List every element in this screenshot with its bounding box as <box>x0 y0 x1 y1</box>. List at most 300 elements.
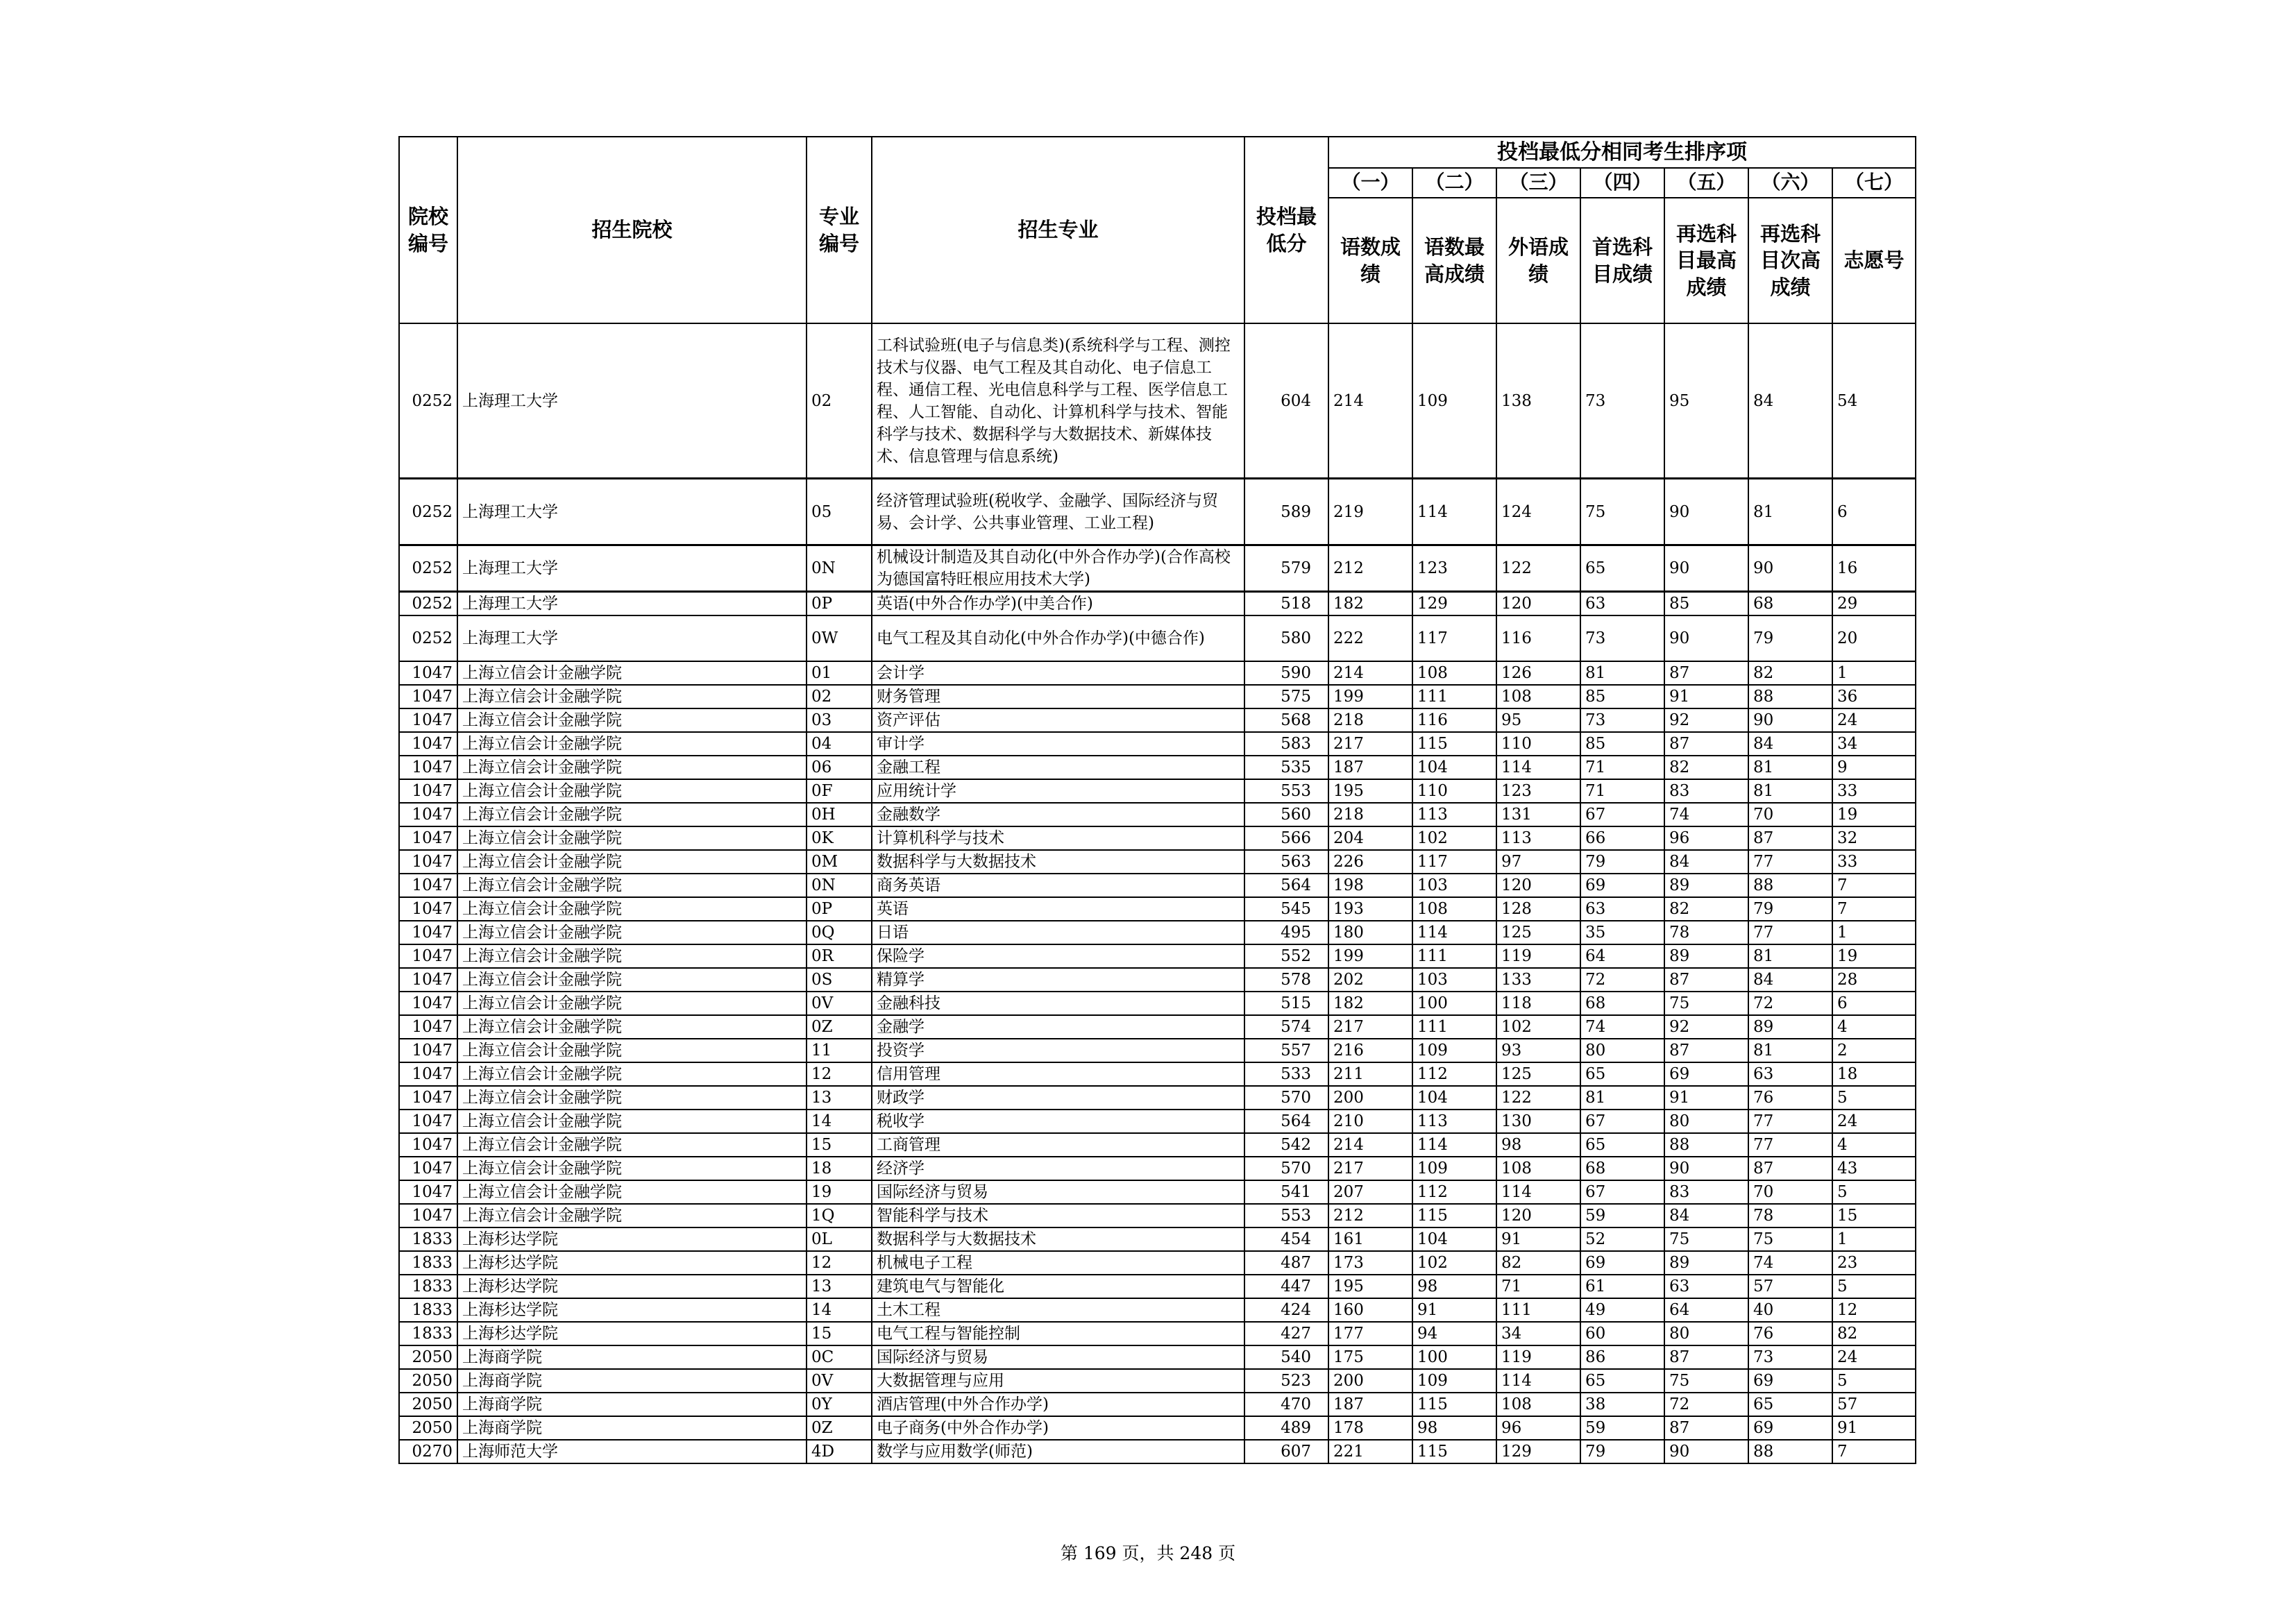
tiebreak-7-cell: 5 <box>1832 1369 1916 1393</box>
tiebreak-1-cell: 216 <box>1328 1039 1412 1062</box>
tiebreak-6-cell: 57 <box>1748 1275 1832 1298</box>
tiebreak-4-cell: 63 <box>1580 592 1664 616</box>
tiebreak-1-cell: 187 <box>1328 756 1412 779</box>
table-row <box>399 1440 1916 1463</box>
tiebreak-1-cell: 182 <box>1328 592 1412 616</box>
major-name-cell: 金融工程 <box>872 756 1244 779</box>
school-code-cell: 1047 <box>399 944 457 968</box>
tiebreak-6-cell: 81 <box>1748 1039 1832 1062</box>
tiebreak-5-cell: 83 <box>1664 779 1748 803</box>
min-score-cell: 515 <box>1244 992 1328 1015</box>
table-row <box>399 779 1916 803</box>
min-score-cell: 575 <box>1244 685 1328 708</box>
tiebreak-7-cell: 36 <box>1832 685 1916 708</box>
header-tiebreak-title: 投档最低分相同考生排序项 <box>1328 137 1916 168</box>
tiebreak-1-cell: 212 <box>1328 545 1412 592</box>
tiebreak-5-cell: 63 <box>1664 1275 1748 1298</box>
tiebreak-4-cell: 38 <box>1580 1393 1664 1416</box>
tiebreak-6-cell: 69 <box>1748 1416 1832 1440</box>
major-code-cell: 0V <box>807 1369 872 1393</box>
school-code-cell: 1047 <box>399 992 457 1015</box>
tiebreak-2-cell: 109 <box>1412 323 1496 479</box>
tiebreak-3-cell: 114 <box>1496 1180 1580 1204</box>
school-code-cell: 1047 <box>399 826 457 850</box>
tiebreak-2-cell: 109 <box>1412 1157 1496 1180</box>
school-code-cell: 1047 <box>399 1180 457 1204</box>
table-row <box>399 1133 1916 1157</box>
min-score-cell: 542 <box>1244 1133 1328 1157</box>
tiebreak-3-cell: 108 <box>1496 685 1580 708</box>
tiebreak-2-cell: 115 <box>1412 1393 1496 1416</box>
tiebreak-5-cell: 95 <box>1664 323 1748 479</box>
tiebreak-4-cell: 65 <box>1580 1062 1664 1086</box>
tiebreak-6-cell: 74 <box>1748 1251 1832 1275</box>
major-code-cell: 01 <box>807 661 872 685</box>
tiebreak-7-cell: 6 <box>1832 992 1916 1015</box>
major-code-cell: 05 <box>807 479 872 545</box>
major-code-cell: 0Z <box>807 1015 872 1039</box>
tiebreak-5-cell: 90 <box>1664 479 1748 545</box>
tiebreak-3-cell: 96 <box>1496 1416 1580 1440</box>
tiebreak-5-cell: 80 <box>1664 1322 1748 1345</box>
table-row <box>399 323 1916 479</box>
tiebreak-5-cell: 90 <box>1664 545 1748 592</box>
tiebreak-3-cell: 91 <box>1496 1227 1580 1251</box>
table-row <box>399 992 1916 1015</box>
tiebreak-4-cell: 86 <box>1580 1345 1664 1369</box>
tiebreak-2-cell: 104 <box>1412 756 1496 779</box>
major-name-cell: 资产评估 <box>872 708 1244 732</box>
tiebreak-3-cell: 119 <box>1496 944 1580 968</box>
tiebreak-1-cell: 161 <box>1328 1227 1412 1251</box>
tiebreak-5-cell: 75 <box>1664 1369 1748 1393</box>
tiebreak-4-cell: 81 <box>1580 1086 1664 1110</box>
school-name-cell: 上海立信会计金融学院 <box>457 992 807 1015</box>
major-name-cell: 土木工程 <box>872 1298 1244 1322</box>
major-code-cell: 1Q <box>807 1204 872 1227</box>
school-code-cell: 1833 <box>399 1298 457 1322</box>
major-code-cell: 13 <box>807 1275 872 1298</box>
tiebreak-3-cell: 123 <box>1496 779 1580 803</box>
tiebreak-2-cell: 111 <box>1412 944 1496 968</box>
major-code-cell: 11 <box>807 1039 872 1062</box>
tiebreak-1-cell: 195 <box>1328 779 1412 803</box>
table-row <box>399 545 1916 592</box>
min-score-cell: 590 <box>1244 661 1328 685</box>
table-row <box>399 1157 1916 1180</box>
table-row <box>399 732 1916 756</box>
min-score-cell: 541 <box>1244 1180 1328 1204</box>
table-row <box>399 1015 1916 1039</box>
major-code-cell: 0F <box>807 779 872 803</box>
school-name-cell: 上海立信会计金融学院 <box>457 1180 807 1204</box>
min-score-cell: 563 <box>1244 850 1328 874</box>
table-row <box>399 685 1916 708</box>
tiebreak-2-cell: 114 <box>1412 921 1496 944</box>
min-score-cell: 424 <box>1244 1298 1328 1322</box>
major-name-cell: 商务英语 <box>872 874 1244 897</box>
tiebreak-4-cell: 60 <box>1580 1322 1664 1345</box>
school-name-cell: 上海立信会计金融学院 <box>457 685 807 708</box>
school-name-cell: 上海立信会计金融学院 <box>457 850 807 874</box>
tiebreak-2-cell: 117 <box>1412 615 1496 661</box>
tiebreak-3-cell: 119 <box>1496 1345 1580 1369</box>
tiebreak-2-cell: 108 <box>1412 661 1496 685</box>
tiebreak-6-cell: 88 <box>1748 685 1832 708</box>
tiebreak-5-cell: 75 <box>1664 1227 1748 1251</box>
major-name-cell: 数据科学与大数据技术 <box>872 850 1244 874</box>
tiebreak-2-cell: 123 <box>1412 545 1496 592</box>
school-code-cell: 1047 <box>399 779 457 803</box>
major-code-cell: 4D <box>807 1440 872 1463</box>
tiebreak-6-cell: 68 <box>1748 592 1832 616</box>
school-code-cell: 0252 <box>399 479 457 545</box>
school-name-cell: 上海商学院 <box>457 1393 807 1416</box>
table-row <box>399 1322 1916 1345</box>
tiebreak-5-cell: 82 <box>1664 897 1748 921</box>
tiebreak-7-cell: 5 <box>1832 1180 1916 1204</box>
tiebreak-2-cell: 109 <box>1412 1369 1496 1393</box>
admission-table <box>398 136 1916 1464</box>
tiebreak-1-cell: 217 <box>1328 1157 1412 1180</box>
tiebreak-1-cell: 217 <box>1328 732 1412 756</box>
tiebreak-6-cell: 89 <box>1748 1015 1832 1039</box>
school-code-cell: 2050 <box>399 1345 457 1369</box>
table-row <box>399 968 1916 992</box>
tiebreak-3-cell: 108 <box>1496 1157 1580 1180</box>
tiebreak-7-cell: 1 <box>1832 661 1916 685</box>
table-row <box>399 1275 1916 1298</box>
tiebreak-3-cell: 129 <box>1496 1440 1580 1463</box>
school-code-cell: 0252 <box>399 615 457 661</box>
min-score-cell: 607 <box>1244 1440 1328 1463</box>
min-score-cell: 589 <box>1244 479 1328 545</box>
major-code-cell: 0N <box>807 874 872 897</box>
tiebreak-1-cell: 199 <box>1328 944 1412 968</box>
tiebreak-3-cell: 102 <box>1496 1015 1580 1039</box>
major-code-cell: 12 <box>807 1251 872 1275</box>
tiebreak-4-cell: 61 <box>1580 1275 1664 1298</box>
tiebreak-6-cell: 73 <box>1748 1345 1832 1369</box>
tiebreak-5-cell: 75 <box>1664 992 1748 1015</box>
tiebreak-3-cell: 128 <box>1496 897 1580 921</box>
table-row <box>399 1393 1916 1416</box>
tiebreak-6-cell: 72 <box>1748 992 1832 1015</box>
min-score-cell: 583 <box>1244 732 1328 756</box>
tiebreak-1-cell: 211 <box>1328 1062 1412 1086</box>
school-code-cell: 0252 <box>399 545 457 592</box>
tiebreak-2-cell: 115 <box>1412 1440 1496 1463</box>
tiebreak-1-cell: 200 <box>1328 1086 1412 1110</box>
header-min-score: 投档最低分 <box>1244 137 1328 323</box>
school-name-cell: 上海理工大学 <box>457 323 807 479</box>
tiebreak-7-cell: 54 <box>1832 323 1916 479</box>
major-name-cell: 电气工程及其自动化(中外合作办学)(中德合作) <box>872 615 1244 661</box>
tiebreak-2-cell: 115 <box>1412 732 1496 756</box>
tiebreak-5-cell: 89 <box>1664 1251 1748 1275</box>
min-score-cell: 427 <box>1244 1322 1328 1345</box>
school-code-cell: 1833 <box>399 1227 457 1251</box>
min-score-cell: 579 <box>1244 545 1328 592</box>
school-name-cell: 上海理工大学 <box>457 545 807 592</box>
tiebreak-7-cell: 4 <box>1832 1133 1916 1157</box>
tiebreak-2-cell: 110 <box>1412 779 1496 803</box>
tiebreak-6-cell: 77 <box>1748 1110 1832 1133</box>
table-row <box>399 1180 1916 1204</box>
tiebreak-6-cell: 65 <box>1748 1393 1832 1416</box>
tiebreak-5-cell: 91 <box>1664 1086 1748 1110</box>
tiebreak-7-cell: 7 <box>1832 1440 1916 1463</box>
min-score-cell: 553 <box>1244 779 1328 803</box>
min-score-cell: 454 <box>1244 1227 1328 1251</box>
school-name-cell: 上海立信会计金融学院 <box>457 708 807 732</box>
min-score-cell: 580 <box>1244 615 1328 661</box>
table-row <box>399 1345 1916 1369</box>
school-code-cell: 1047 <box>399 1204 457 1227</box>
school-name-cell: 上海立信会计金融学院 <box>457 897 807 921</box>
tiebreak-4-cell: 67 <box>1580 1110 1664 1133</box>
major-name-cell: 机械设计制造及其自动化(中外合作办学)(合作高校为德国富特旺根应用技术大学) <box>872 545 1244 592</box>
tiebreak-2-cell: 98 <box>1412 1275 1496 1298</box>
min-score-cell: 540 <box>1244 1345 1328 1369</box>
school-code-cell: 1047 <box>399 803 457 826</box>
school-code-cell: 1047 <box>399 661 457 685</box>
tiebreak-3-cell: 98 <box>1496 1133 1580 1157</box>
school-code-cell: 2050 <box>399 1369 457 1393</box>
tiebreak-6-cell: 77 <box>1748 1133 1832 1157</box>
school-name-cell: 上海商学院 <box>457 1416 807 1440</box>
tiebreak-7-cell: 91 <box>1832 1416 1916 1440</box>
tiebreak-3-cell: 130 <box>1496 1110 1580 1133</box>
school-name-cell: 上海理工大学 <box>457 592 807 616</box>
tiebreak-7-cell: 4 <box>1832 1015 1916 1039</box>
tiebreak-4-cell: 85 <box>1580 685 1664 708</box>
tiebreak-6-cell: 81 <box>1748 779 1832 803</box>
table-row <box>399 944 1916 968</box>
tiebreak-1-cell: 173 <box>1328 1251 1412 1275</box>
school-name-cell: 上海杉达学院 <box>457 1227 807 1251</box>
table-row <box>399 1251 1916 1275</box>
tiebreak-6-cell: 79 <box>1748 897 1832 921</box>
tiebreak-1-cell: 195 <box>1328 1275 1412 1298</box>
min-score-cell: 552 <box>1244 944 1328 968</box>
tiebreak-1-cell: 218 <box>1328 708 1412 732</box>
tiebreak-7-cell: 29 <box>1832 592 1916 616</box>
header-major-code: 专业编号 <box>807 137 872 323</box>
tiebreak-6-cell: 88 <box>1748 1440 1832 1463</box>
tiebreak-2-cell: 116 <box>1412 708 1496 732</box>
tiebreak-3-cell: 120 <box>1496 592 1580 616</box>
tiebreak-3-cell: 131 <box>1496 803 1580 826</box>
school-code-cell: 0270 <box>399 1440 457 1463</box>
tiebreak-1-cell: 214 <box>1328 1133 1412 1157</box>
tiebreak-6-cell: 84 <box>1748 732 1832 756</box>
tiebreak-5-cell: 69 <box>1664 1062 1748 1086</box>
major-name-cell: 信用管理 <box>872 1062 1244 1086</box>
tiebreak-2-cell: 102 <box>1412 1251 1496 1275</box>
major-name-cell: 投资学 <box>872 1039 1244 1062</box>
min-score-cell: 568 <box>1244 708 1328 732</box>
major-name-cell: 应用统计学 <box>872 779 1244 803</box>
tiebreak-3-cell: 133 <box>1496 968 1580 992</box>
tiebreak-5-cell: 84 <box>1664 850 1748 874</box>
header-tiebreak-label: 语数最高成绩 <box>1412 198 1496 323</box>
major-code-cell: 02 <box>807 323 872 479</box>
tiebreak-5-cell: 87 <box>1664 1345 1748 1369</box>
min-score-cell: 564 <box>1244 1110 1328 1133</box>
tiebreak-6-cell: 79 <box>1748 615 1832 661</box>
min-score-cell: 489 <box>1244 1416 1328 1440</box>
tiebreak-6-cell: 77 <box>1748 921 1832 944</box>
major-code-cell: 0V <box>807 992 872 1015</box>
tiebreak-1-cell: 175 <box>1328 1345 1412 1369</box>
tiebreak-5-cell: 90 <box>1664 615 1748 661</box>
tiebreak-5-cell: 87 <box>1664 1416 1748 1440</box>
tiebreak-5-cell: 80 <box>1664 1110 1748 1133</box>
major-code-cell: 0Q <box>807 921 872 944</box>
tiebreak-2-cell: 100 <box>1412 1345 1496 1369</box>
table-row <box>399 479 1916 545</box>
table-row <box>399 1110 1916 1133</box>
major-code-cell: 14 <box>807 1110 872 1133</box>
tiebreak-5-cell: 91 <box>1664 685 1748 708</box>
major-name-cell: 经济管理试验班(税收学、金融学、国际经济与贸易、会计学、公共事业管理、工业工程) <box>872 479 1244 545</box>
tiebreak-3-cell: 122 <box>1496 1086 1580 1110</box>
tiebreak-1-cell: 202 <box>1328 968 1412 992</box>
tiebreak-4-cell: 49 <box>1580 1298 1664 1322</box>
school-name-cell: 上海立信会计金融学院 <box>457 1157 807 1180</box>
tiebreak-1-cell: 160 <box>1328 1298 1412 1322</box>
major-name-cell: 建筑电气与智能化 <box>872 1275 1244 1298</box>
tiebreak-7-cell: 23 <box>1832 1251 1916 1275</box>
major-code-cell: 15 <box>807 1133 872 1157</box>
tiebreak-1-cell: 187 <box>1328 1393 1412 1416</box>
tiebreak-6-cell: 82 <box>1748 661 1832 685</box>
tiebreak-3-cell: 71 <box>1496 1275 1580 1298</box>
table-row <box>399 1039 1916 1062</box>
school-code-cell: 1047 <box>399 685 457 708</box>
tiebreak-1-cell: 177 <box>1328 1322 1412 1345</box>
tiebreak-7-cell: 6 <box>1832 479 1916 545</box>
tiebreak-1-cell: 217 <box>1328 1015 1412 1039</box>
major-code-cell: 18 <box>807 1157 872 1180</box>
table-row <box>399 708 1916 732</box>
school-code-cell: 0252 <box>399 323 457 479</box>
tiebreak-7-cell: 32 <box>1832 826 1916 850</box>
tiebreak-7-cell: 7 <box>1832 874 1916 897</box>
tiebreak-5-cell: 90 <box>1664 1440 1748 1463</box>
table-row <box>399 803 1916 826</box>
major-name-cell: 数据科学与大数据技术 <box>872 1227 1244 1251</box>
tiebreak-2-cell: 113 <box>1412 803 1496 826</box>
tiebreak-6-cell: 40 <box>1748 1298 1832 1322</box>
min-score-cell: 553 <box>1244 1204 1328 1227</box>
tiebreak-5-cell: 74 <box>1664 803 1748 826</box>
tiebreak-1-cell: 218 <box>1328 803 1412 826</box>
tiebreak-1-cell: 204 <box>1328 826 1412 850</box>
tiebreak-4-cell: 65 <box>1580 1133 1664 1157</box>
school-name-cell: 上海商学院 <box>457 1369 807 1393</box>
major-name-cell: 国际经济与贸易 <box>872 1345 1244 1369</box>
school-name-cell: 上海立信会计金融学院 <box>457 1015 807 1039</box>
major-name-cell: 会计学 <box>872 661 1244 685</box>
major-name-cell: 金融学 <box>872 1015 1244 1039</box>
tiebreak-3-cell: 116 <box>1496 615 1580 661</box>
school-name-cell: 上海立信会计金融学院 <box>457 803 807 826</box>
tiebreak-3-cell: 82 <box>1496 1251 1580 1275</box>
school-code-cell: 1047 <box>399 732 457 756</box>
tiebreak-3-cell: 120 <box>1496 1204 1580 1227</box>
school-code-cell: 1047 <box>399 756 457 779</box>
tiebreak-6-cell: 75 <box>1748 1227 1832 1251</box>
tiebreak-2-cell: 91 <box>1412 1298 1496 1322</box>
tiebreak-4-cell: 81 <box>1580 661 1664 685</box>
min-score-cell: 523 <box>1244 1369 1328 1393</box>
tiebreak-4-cell: 59 <box>1580 1204 1664 1227</box>
major-code-cell: 13 <box>807 1086 872 1110</box>
tiebreak-1-cell: 193 <box>1328 897 1412 921</box>
school-code-cell: 1047 <box>399 1062 457 1086</box>
tiebreak-5-cell: 82 <box>1664 756 1748 779</box>
school-name-cell: 上海理工大学 <box>457 615 807 661</box>
tiebreak-2-cell: 129 <box>1412 592 1496 616</box>
major-code-cell: 0Z <box>807 1416 872 1440</box>
table-row <box>399 1298 1916 1322</box>
table-row <box>399 1227 1916 1251</box>
school-code-cell: 1833 <box>399 1322 457 1345</box>
tiebreak-7-cell: 1 <box>1832 1227 1916 1251</box>
tiebreak-6-cell: 69 <box>1748 1369 1832 1393</box>
school-name-cell: 上海立信会计金融学院 <box>457 1086 807 1110</box>
tiebreak-6-cell: 87 <box>1748 1157 1832 1180</box>
school-code-cell: 1047 <box>399 1086 457 1110</box>
school-code-cell: 1047 <box>399 874 457 897</box>
table-row <box>399 826 1916 850</box>
tiebreak-3-cell: 110 <box>1496 732 1580 756</box>
tiebreak-4-cell: 35 <box>1580 921 1664 944</box>
tiebreak-2-cell: 104 <box>1412 1086 1496 1110</box>
header-tiebreak-num: （七） <box>1832 168 1916 198</box>
table-row <box>399 1086 1916 1110</box>
min-score-cell: 566 <box>1244 826 1328 850</box>
table-row <box>399 897 1916 921</box>
tiebreak-2-cell: 112 <box>1412 1180 1496 1204</box>
tiebreak-7-cell: 43 <box>1832 1157 1916 1180</box>
table-row <box>399 756 1916 779</box>
tiebreak-1-cell: 198 <box>1328 874 1412 897</box>
header-tiebreak-label: 再选科目次高成绩 <box>1748 198 1832 323</box>
tiebreak-6-cell: 81 <box>1748 479 1832 545</box>
school-name-cell: 上海杉达学院 <box>457 1251 807 1275</box>
min-score-cell: 535 <box>1244 756 1328 779</box>
tiebreak-6-cell: 70 <box>1748 803 1832 826</box>
tiebreak-3-cell: 97 <box>1496 850 1580 874</box>
school-name-cell: 上海杉达学院 <box>457 1322 807 1345</box>
school-name-cell: 上海立信会计金融学院 <box>457 1133 807 1157</box>
tiebreak-3-cell: 93 <box>1496 1039 1580 1062</box>
major-code-cell: 14 <box>807 1298 872 1322</box>
tiebreak-4-cell: 68 <box>1580 1157 1664 1180</box>
min-score-cell: 574 <box>1244 1015 1328 1039</box>
school-name-cell: 上海立信会计金融学院 <box>457 779 807 803</box>
tiebreak-7-cell: 57 <box>1832 1393 1916 1416</box>
school-code-cell: 1047 <box>399 921 457 944</box>
tiebreak-4-cell: 66 <box>1580 826 1664 850</box>
tiebreak-4-cell: 52 <box>1580 1227 1664 1251</box>
header-school-name: 招生院校 <box>457 137 807 323</box>
header-tiebreak-num: （一） <box>1328 168 1412 198</box>
major-name-cell: 精算学 <box>872 968 1244 992</box>
